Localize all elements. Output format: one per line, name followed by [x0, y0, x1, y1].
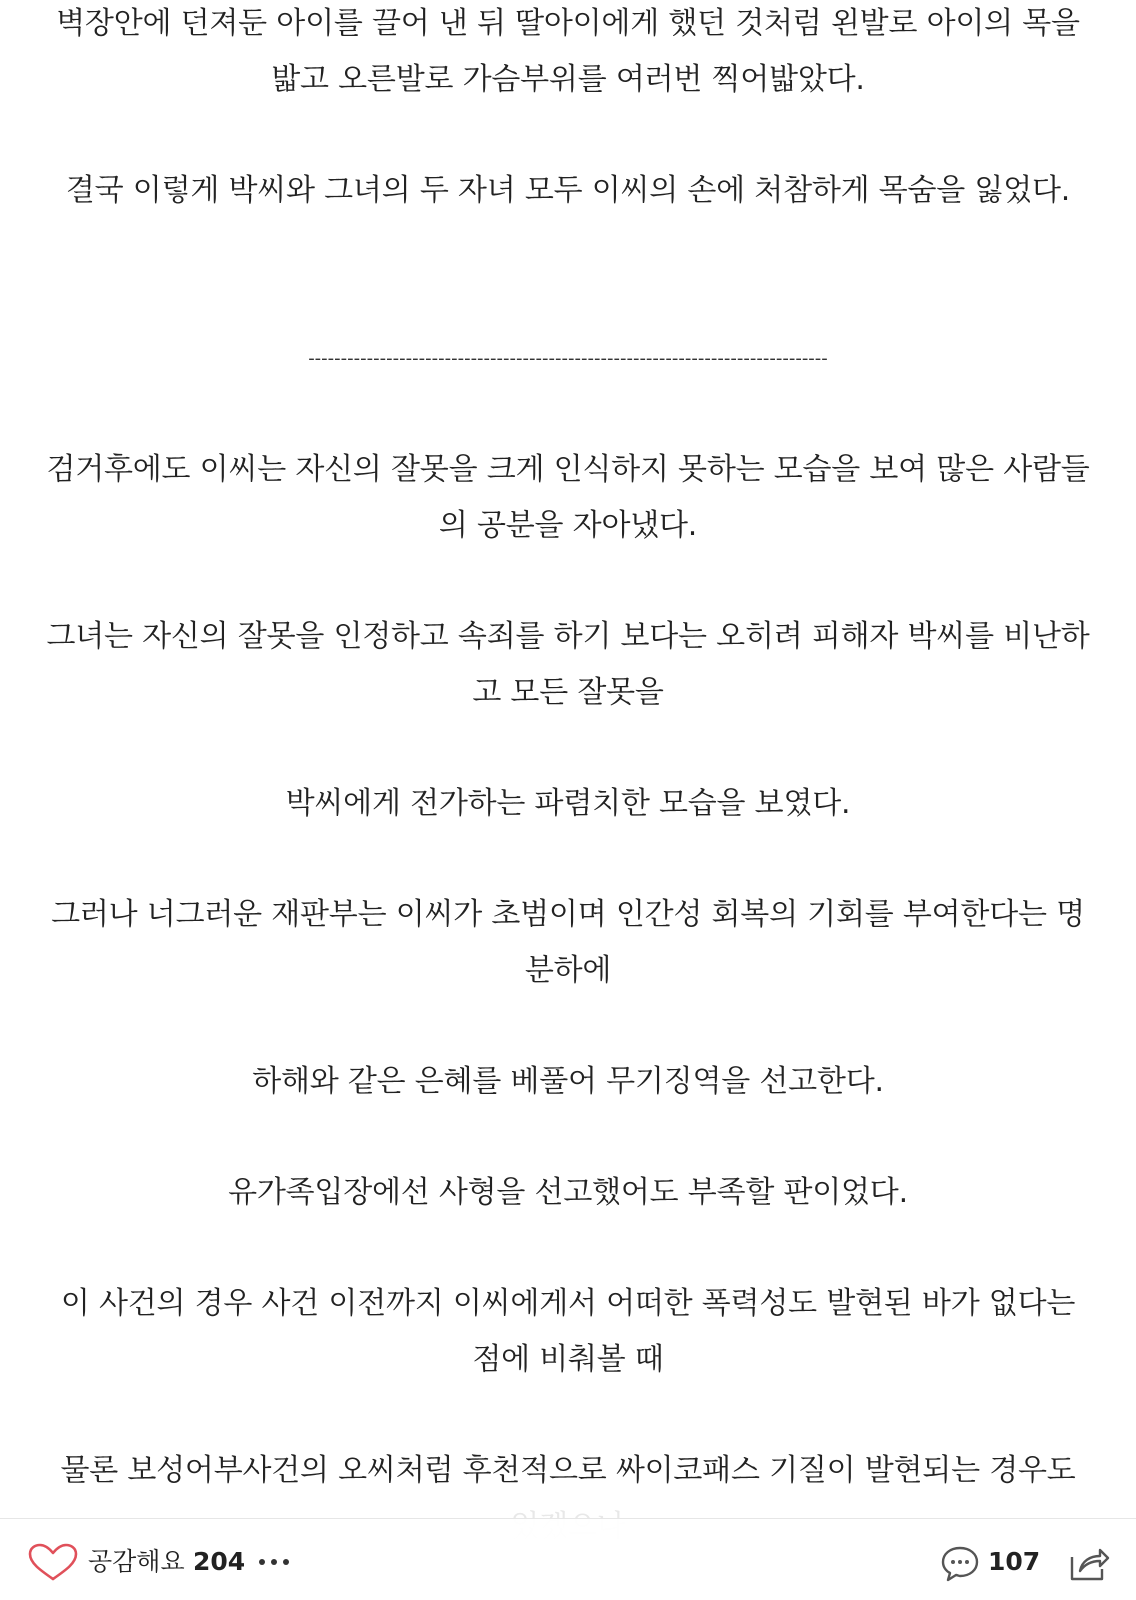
- like-count: 204: [193, 1547, 246, 1576]
- paragraph-line: 유가족입장에선 사형을 선고했어도 부족할 판이었다.: [228, 1175, 908, 1210]
- paragraph-line: 하해와 같은 은혜를 베풀어 무기징역을 선고한다.: [252, 1064, 884, 1099]
- paragraph-line: 그러나 너그러운 재판부는 이씨가 초범이며 인간성 회복의 기회를 부여한다는 명: [51, 897, 1085, 932]
- bottom-action-bar: [0, 1518, 1136, 1600]
- like-label[interactable]: 공감해요: [88, 1547, 185, 1576]
- paragraph-line: 이 사건의 경우 사건 이전까지 이씨에게서 어떠한 폭력성도 발현된 바가 없다는: [60, 1286, 1076, 1321]
- paragraph-line: 물론 보성어부사건의 오씨처럼 후천적으로 싸이코패스 기질이 발현되는 경우도: [60, 1453, 1076, 1488]
- paragraph-line: 결국 이렇게 박씨와 그녀의 두 자녀 모두 이씨의 손에 처참하게 목숨을 잃었다.: [65, 173, 1071, 208]
- paragraph-line: 점에 비춰볼 때: [472, 1342, 664, 1377]
- paragraph-line: 검거후에도 이씨는 자신의 잘못을 크게 인식하지 못하는 모습을 보여 많은 사람들: [46, 452, 1090, 487]
- paragraph-line: 고 모든 잘못을: [472, 675, 664, 710]
- heart-icon[interactable]: [26, 1543, 80, 1583]
- paragraph-line: 박씨에게 전가하는 파렴치한 모습을 보였다.: [285, 786, 851, 821]
- paragraph-line: 밟고 오른발로 가슴부위를 여러번 찍어밟았다.: [271, 62, 865, 97]
- paragraph-line: 분하에: [524, 953, 612, 988]
- paragraph-line: 의 공분을 자아냈다.: [438, 508, 698, 543]
- comment-bubble-icon[interactable]: [940, 1545, 980, 1583]
- paragraph-line: 벽장안에 던져둔 아이를 끌어 낸 뒤 딸아이에게 했던 것처럼 왼발로 아이의 목을: [56, 6, 1080, 41]
- more-dots-icon[interactable]: [256, 1547, 292, 1577]
- comment-count: 107: [988, 1547, 1041, 1576]
- divider-line: --------------------------------------------------------------------------------: [308, 348, 828, 369]
- share-icon[interactable]: [1068, 1543, 1110, 1583]
- paragraph-line: 그녀는 자신의 잘못을 인정하고 속죄를 하기 보다는 오히려 피해자 박씨를 비난하: [46, 619, 1090, 654]
